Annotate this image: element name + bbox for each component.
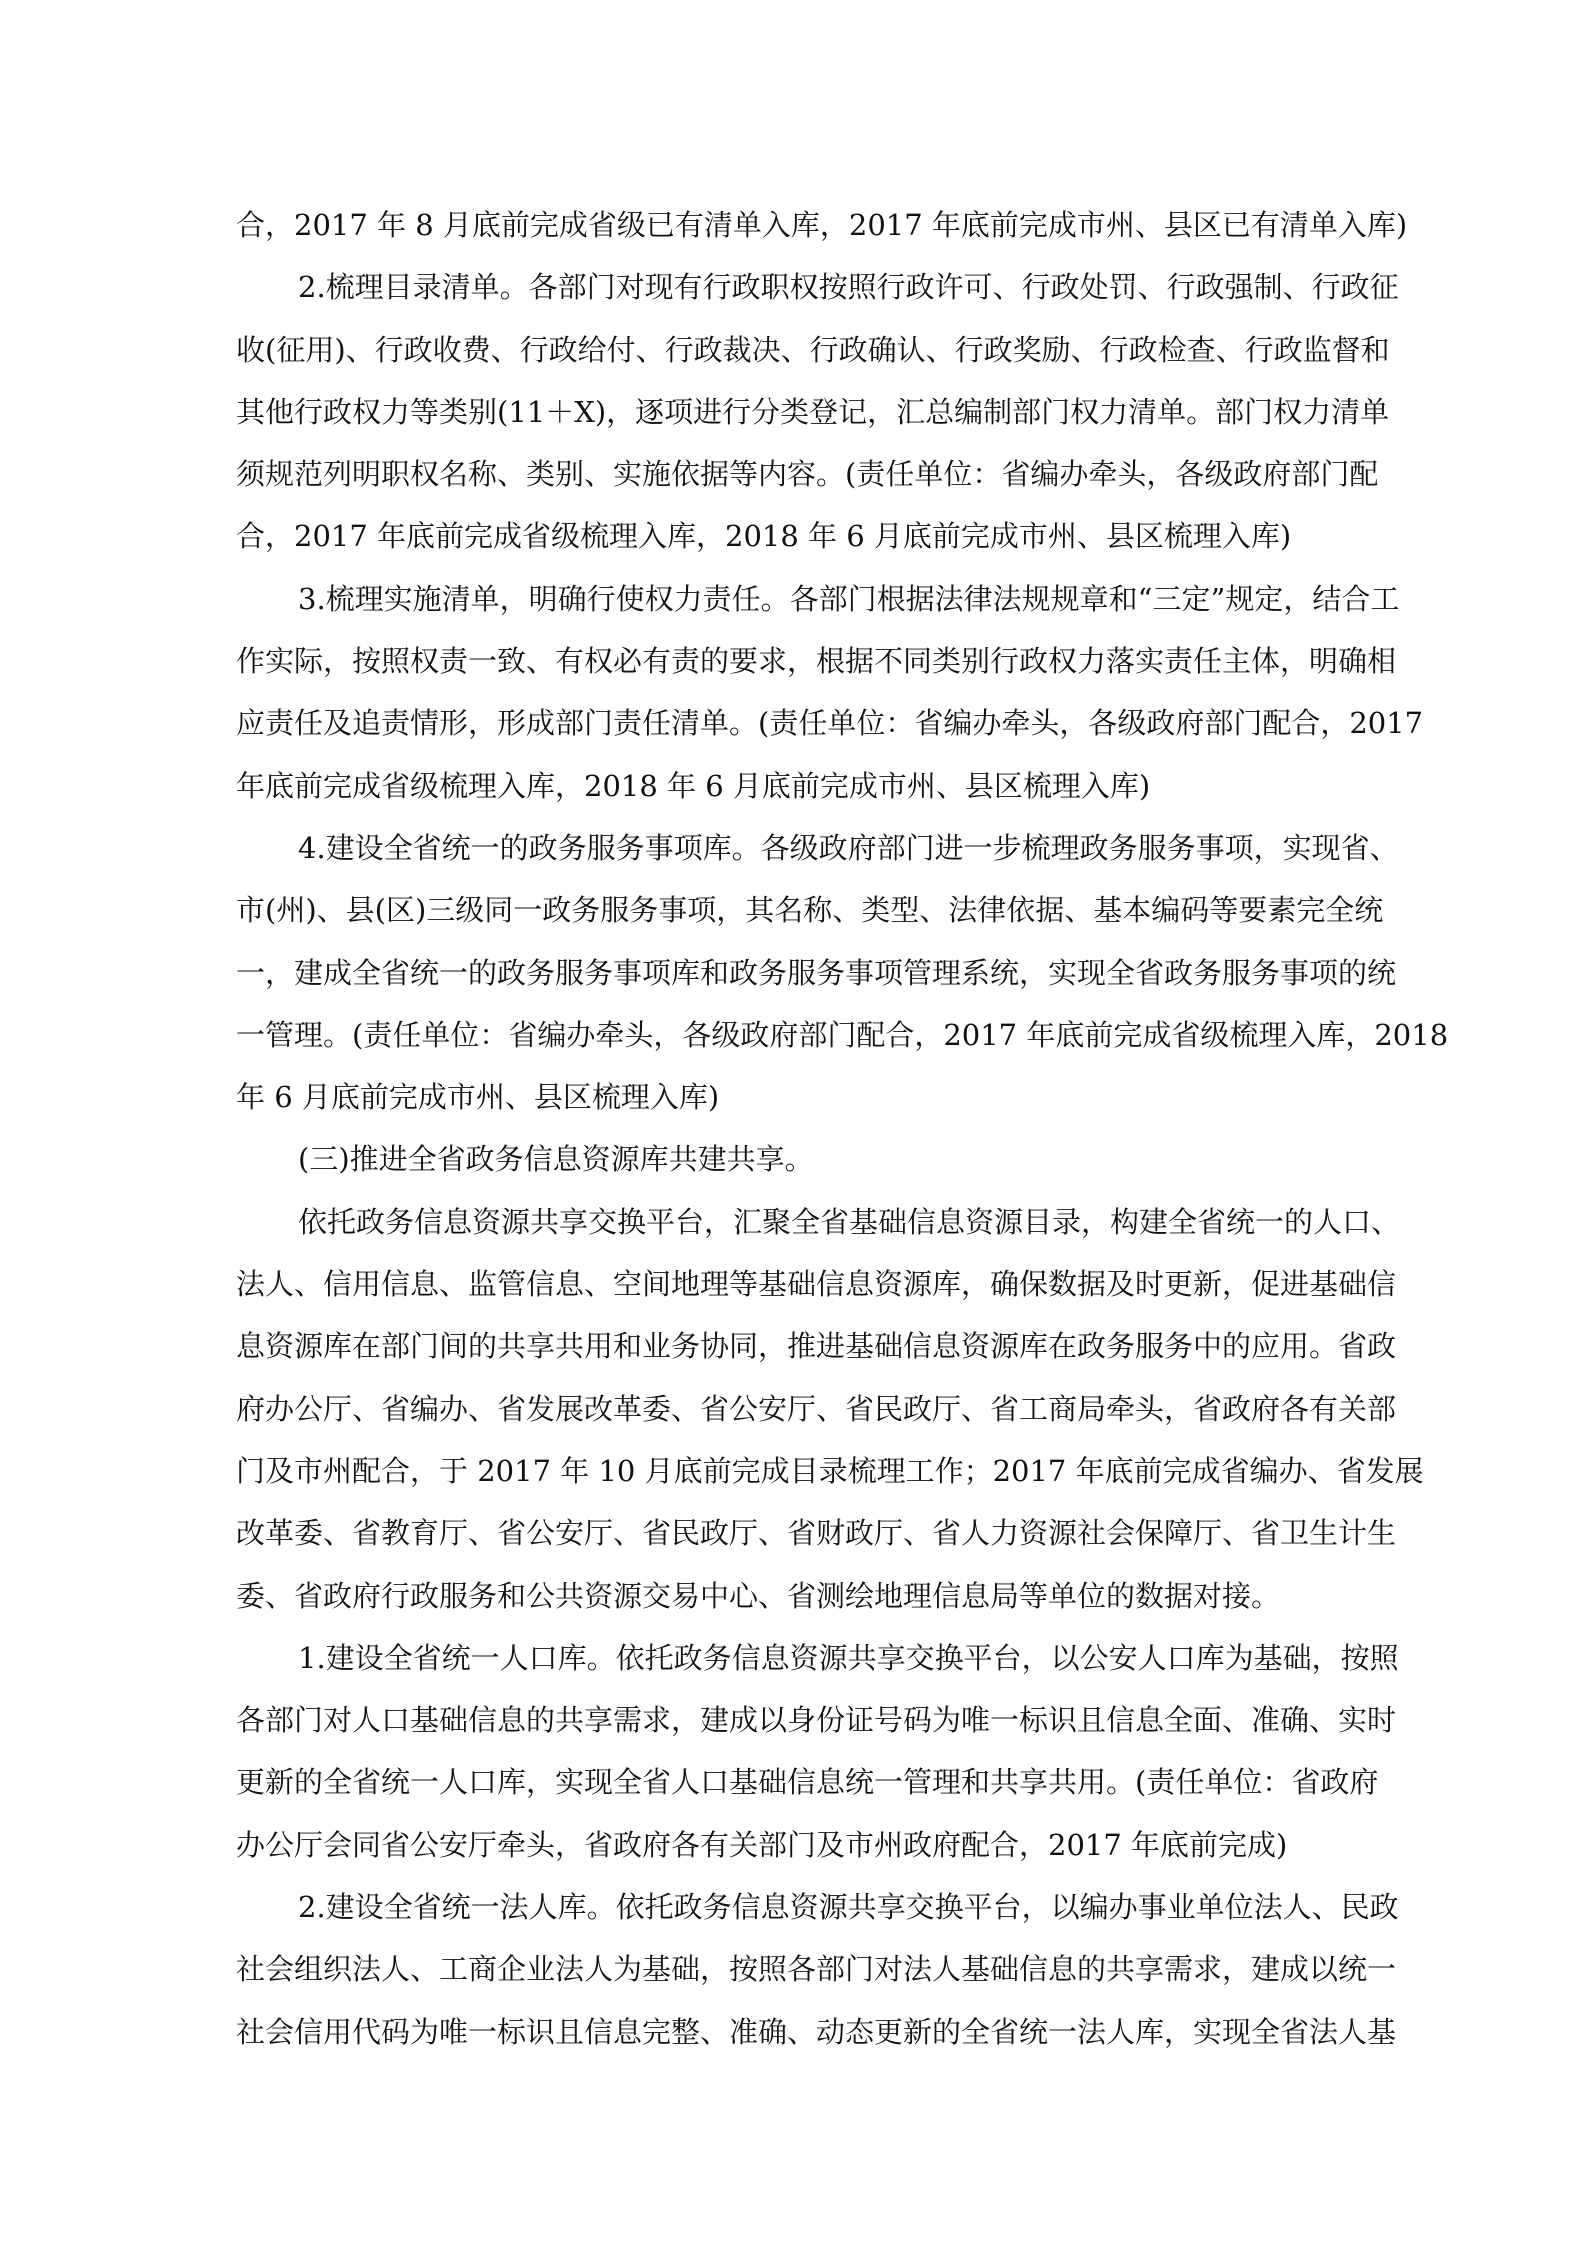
paragraph	[236, 256, 1399, 567]
text-line: 改革委、省教育厅、省公安厅、省民政厅、省财政厅、省人力资源社会保障厅、省卫生计生	[236, 1516, 1397, 1551]
text-line: 1.建设全省统一人口库。依托政务信息资源共享交换平台，以公安人口库为基础，按照	[298, 1640, 1399, 1675]
text-line: 年 6 月底前完成市州、县区梳理入库)	[236, 1080, 720, 1115]
text-line: 2.梳理目录清单。各部门对现有行政职权按照行政许可、行政处罚、行政强制、行政征	[298, 270, 1399, 305]
paragraph	[236, 194, 1408, 256]
paragraph	[236, 568, 1424, 817]
text-line: 一，建成全省统一的政务服务事项库和政务服务事项管理系统，实现全省政务服务事项的统	[236, 955, 1397, 990]
text-line: 依托政务信息资源共享交换平台，汇聚全省基础信息资源目录，构建全省统一的人口、	[298, 1204, 1401, 1239]
text-line: 各部门对人口基础信息的共享需求，建成以身份证号码为唯一标识且信息全面、准确、实时	[236, 1703, 1397, 1738]
text-line: 须规范列明职权名称、类别、实施依据等内容。(责任单位：省编办牵头，各级政府部门配	[236, 457, 1379, 492]
text-line: 年底前完成省级梳理入库，2018 年 6 月底前完成市州、县区梳理入库)	[236, 768, 1151, 803]
paragraph	[236, 1128, 1356, 1190]
paragraph	[236, 1876, 1399, 2063]
text-line: 3.梳理实施清单，明确行使权力责任。各部门根据法律法规规章和“三定”规定，结合工	[298, 581, 1400, 616]
text-line: 息资源库在部门间的共享共用和业务协同，推进基础信息资源库在政务服务中的应用。省政	[236, 1329, 1397, 1364]
text-line: 应责任及追责情形，形成部门责任清单。(责任单位：省编办牵头，各级政府部门配合，2017	[236, 706, 1424, 741]
text-line: 作实际，按照权责一致、有权必有责的要求，根据不同类别行政权力落实责任主体，明确相	[236, 644, 1397, 679]
text-line: 办公厅会同省公安厅牵头，省政府各有关部门及市州政府配合，2017 年底前完成)	[236, 1827, 1288, 1862]
paragraph	[236, 1627, 1399, 1876]
paragraph	[236, 1191, 1424, 1627]
text-line: 社会组织法人、工商企业法人为基础，按照各部门对法人基础信息的共享需求，建成以统一	[236, 1952, 1397, 1987]
text-line: 其他行政权力等类别(11＋X)，逐项进行分类登记，汇总编制部门权力清单。部门权力清单	[236, 394, 1390, 429]
text-line: 法人、信用信息、监管信息、空间地理等基础信息资源库，确保数据及时更新，促进基础信	[236, 1267, 1397, 1302]
text-line: 一管理。(责任单位：省编办牵头，各级政府部门配合，2017 年底前完成省级梳理入库，2018	[236, 1017, 1449, 1052]
text-line: 府办公厅、省编办、省发展改革委、省公安厅、省民政厅、省工商局牵头，省政府各有关部	[236, 1391, 1397, 1426]
text-line: 收(征用)、行政收费、行政给付、行政裁决、行政确认、行政奖励、行政检查、行政监督和	[236, 332, 1390, 367]
text-line: 市(州)、县(区)三级同一政务服务事项，其名称、类型、法律依据、基本编码等要素完全统	[236, 893, 1384, 928]
text-line: 社会信用代码为唯一标识且信息完整、准确、动态更新的全省统一法人库，实现全省法人基	[236, 2014, 1397, 2049]
text-line: 4.建设全省统一的政务服务事项库。各级政府部门进一步梳理政务服务事项，实现省、	[298, 830, 1399, 865]
text-line: 2.建设全省统一法人库。依托政务信息资源共享交换平台，以编办事业单位法人、民政	[298, 1890, 1399, 1925]
paragraph	[236, 817, 1449, 1128]
text-line: 门及市州配合，于 2017 年 10 月底前完成目录梳理工作；2017 年底前完成省编办、省发展	[236, 1453, 1424, 1488]
text-line: (三)推进全省政务信息资源库共建共享。	[298, 1142, 814, 1177]
text-line: 委、省政府行政服务和公共资源交易中心、省测绘地理信息局等单位的数据对接。	[236, 1578, 1281, 1613]
document-body	[236, 194, 1449, 2063]
text-line: 合，2017 年 8 月底前完成省级已有清单入库，2017 年底前完成市州、县区已有清单入库)	[236, 208, 1408, 242]
text-line: 更新的全省统一人口库，实现全省人口基础信息统一管理和共享共用。(责任单位：省政府	[236, 1765, 1379, 1800]
text-line: 合，2017 年底前完成省级梳理入库，2018 年 6 月底前完成市州、县区梳理入库)	[236, 519, 1292, 554]
